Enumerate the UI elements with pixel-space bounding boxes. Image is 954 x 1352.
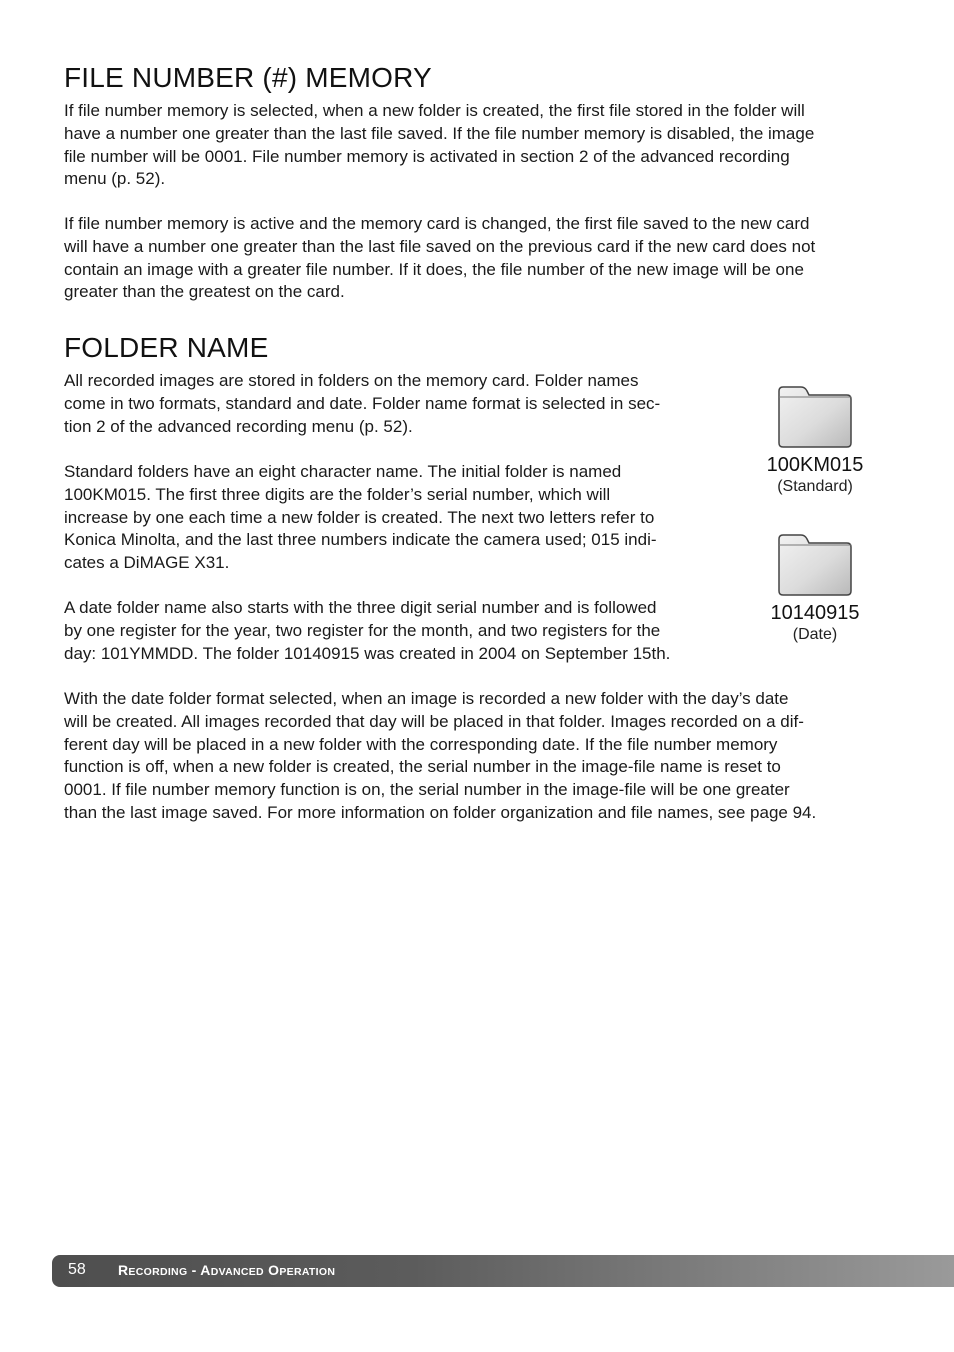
page-number: 58	[68, 1261, 86, 1278]
paragraph: All recorded images are stored in folders on the memory card. Folder names come in two formats, standard and date. Folder name format is selected in sec- tion 2 of the advanced recording menu (p. 52).	[64, 371, 661, 436]
folder-figure-standard	[740, 385, 890, 497]
paragraph: Standard folders have an eight character name. The initial folder is named 100KM015. The first three digits are the folder’s serial number, which will increase by one each time a new folder is created. The next two letters refer to Konica Minolta, and the last three numbers indicate the camera used; 015 indi- cates a DiMAGE X31.	[64, 462, 657, 573]
folder-icon	[777, 533, 853, 597]
page-footer-bar	[52, 1255, 954, 1287]
folder-name-label: 100KM015	[766, 454, 864, 476]
folder-icon	[777, 385, 853, 449]
folder-caption: (Standard)	[777, 478, 853, 495]
footer-section-title: RECORDING - ADVANCED OPERATION	[118, 1262, 336, 1278]
section-heading-file-number-memory: FILE NUMBER (#) MEMORY	[64, 62, 432, 93]
paragraph: If file number memory is active and the memory card is changed, the first file saved to the new card will have a number one greater than the last file saved on the previous card if the new card does not contain an image with a greater file number. If it does, the file number of the new image will be one greater than the greatest on the card.	[64, 214, 816, 302]
paragraph: A date folder name also starts with the three digit serial number and is followed by one register for the year, two register for the month, and two registers for the day: 101YMMDD. The folder 10140915 was created in 2004 on September 15th.	[64, 598, 671, 663]
folder-caption: (Date)	[792, 626, 838, 643]
paragraph: With the date folder format selected, when an image is recorded a new folder with the day’s date will be created. All images recorded that day will be placed in that folder. Images recorded on a dif- ferent day will be placed in a new folder with the corresponding date. If the file number memory function is off, when a new folder is created, the serial number in the image-file name is reset to 0001. If file number memory function is on, the serial number in the image-file will be one greater than the last image saved. For more information on folder organization and file names, see page 94.	[64, 689, 817, 822]
paragraph: If file number memory is selected, when a new folder is created, the first file stored in the folder will have a number one greater than the last file saved. If the file number memory is disabled, the image file number will be 0001. File number memory is activated in section 2 of the advanced recording menu (p. 52).	[64, 101, 815, 189]
folder-figure-date	[740, 533, 890, 645]
folder-name-label: 10140915	[770, 602, 860, 624]
section-heading-folder-name: FOLDER NAME	[64, 332, 269, 363]
